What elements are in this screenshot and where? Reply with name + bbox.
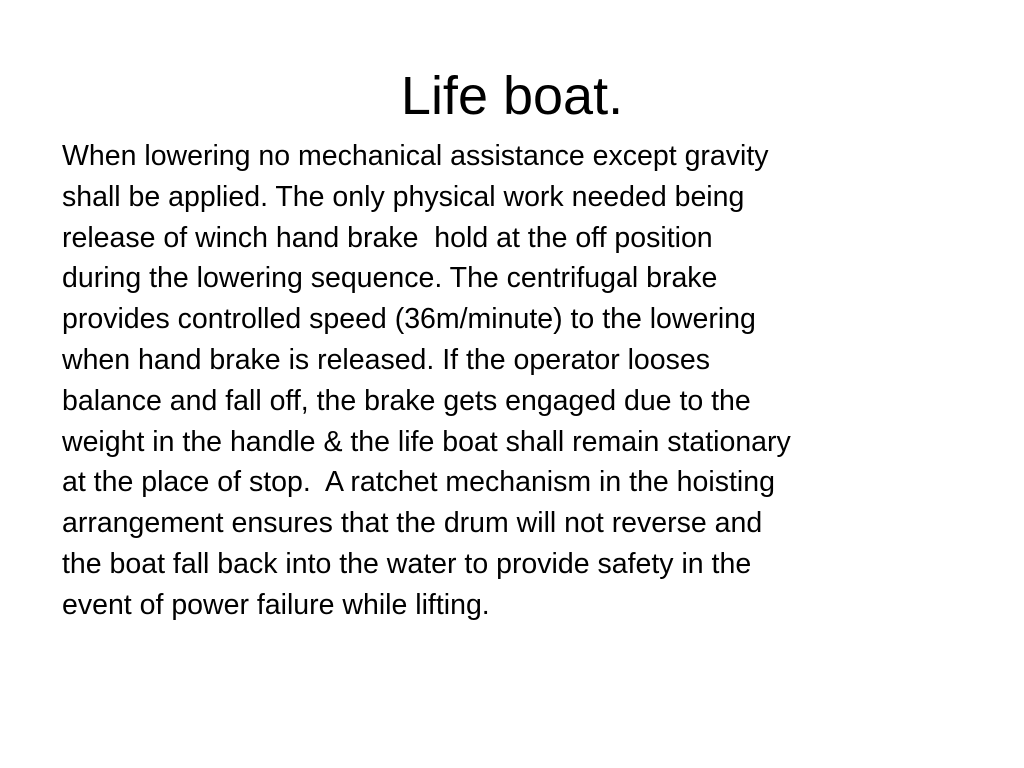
body-line: at the place of stop. A ratchet mechanism in the hoisting	[62, 466, 775, 499]
slide-title: Life boat.	[400, 66, 624, 126]
body-line: release of winch hand brake hold at the off position	[62, 221, 713, 254]
slide-body-text	[62, 136, 962, 626]
body-line: shall be applied. The only physical work needed being	[62, 180, 745, 213]
body-line: When lowering no mechanical assistance except gravity	[62, 140, 769, 172]
body-line: when hand brake is released. If the operator looses	[62, 343, 710, 376]
body-line: event of power failure while lifting.	[62, 588, 490, 621]
body-line: weight in the handle & the life boat shall remain stationary	[62, 425, 791, 458]
body-line: arrangement ensures that the drum will not reverse and	[62, 507, 763, 540]
body-line: provides controlled speed (36m/minute) to the lowering	[62, 303, 756, 336]
body-line: during the lowering sequence. The centrifugal brake	[62, 262, 718, 295]
body-line: the boat fall back into the water to provide safety in the	[62, 547, 752, 580]
body-line: balance and fall off, the brake gets engaged due to the	[62, 384, 751, 417]
